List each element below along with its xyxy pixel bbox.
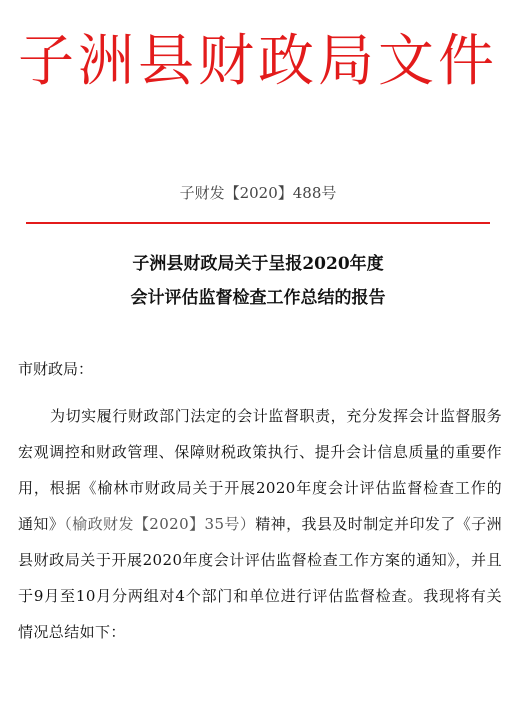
red-divider-line (26, 222, 490, 224)
document-number: 子财发【2020】488号 (179, 184, 337, 202)
report-title-line-1: 子洲县财政局关于呈报2020年度 (132, 254, 384, 274)
reference-document-number: （榆政财发【2020】35号） (64, 515, 256, 533)
body-text-part-1: 为切实履行财政部门法定的会计监督职责，充分发挥会计监督服务宏观调控和财政管理、保障财税政策执行、提升会计信息质量的重要作用，根据《榆林市财政局关于开展2020年度会计评估监督检查工作的通知》 (18, 407, 502, 533)
document-header-title: 子洲县财政局文件 (18, 29, 498, 94)
body-paragraph (18, 398, 502, 650)
salutation: 市财政局： (18, 360, 94, 378)
body-text-part-2: 精神，我县及时制定并印发了《子洲县财政局关于开展2020年度会计评估监督检查工作方案的通知》，并且于9月至10月分两组对4个部门和单位进行评估监督检查。我现将有关情况总结如下： (18, 515, 502, 641)
report-title-line-2: 会计评估监督检查工作总结的报告 (130, 288, 386, 308)
